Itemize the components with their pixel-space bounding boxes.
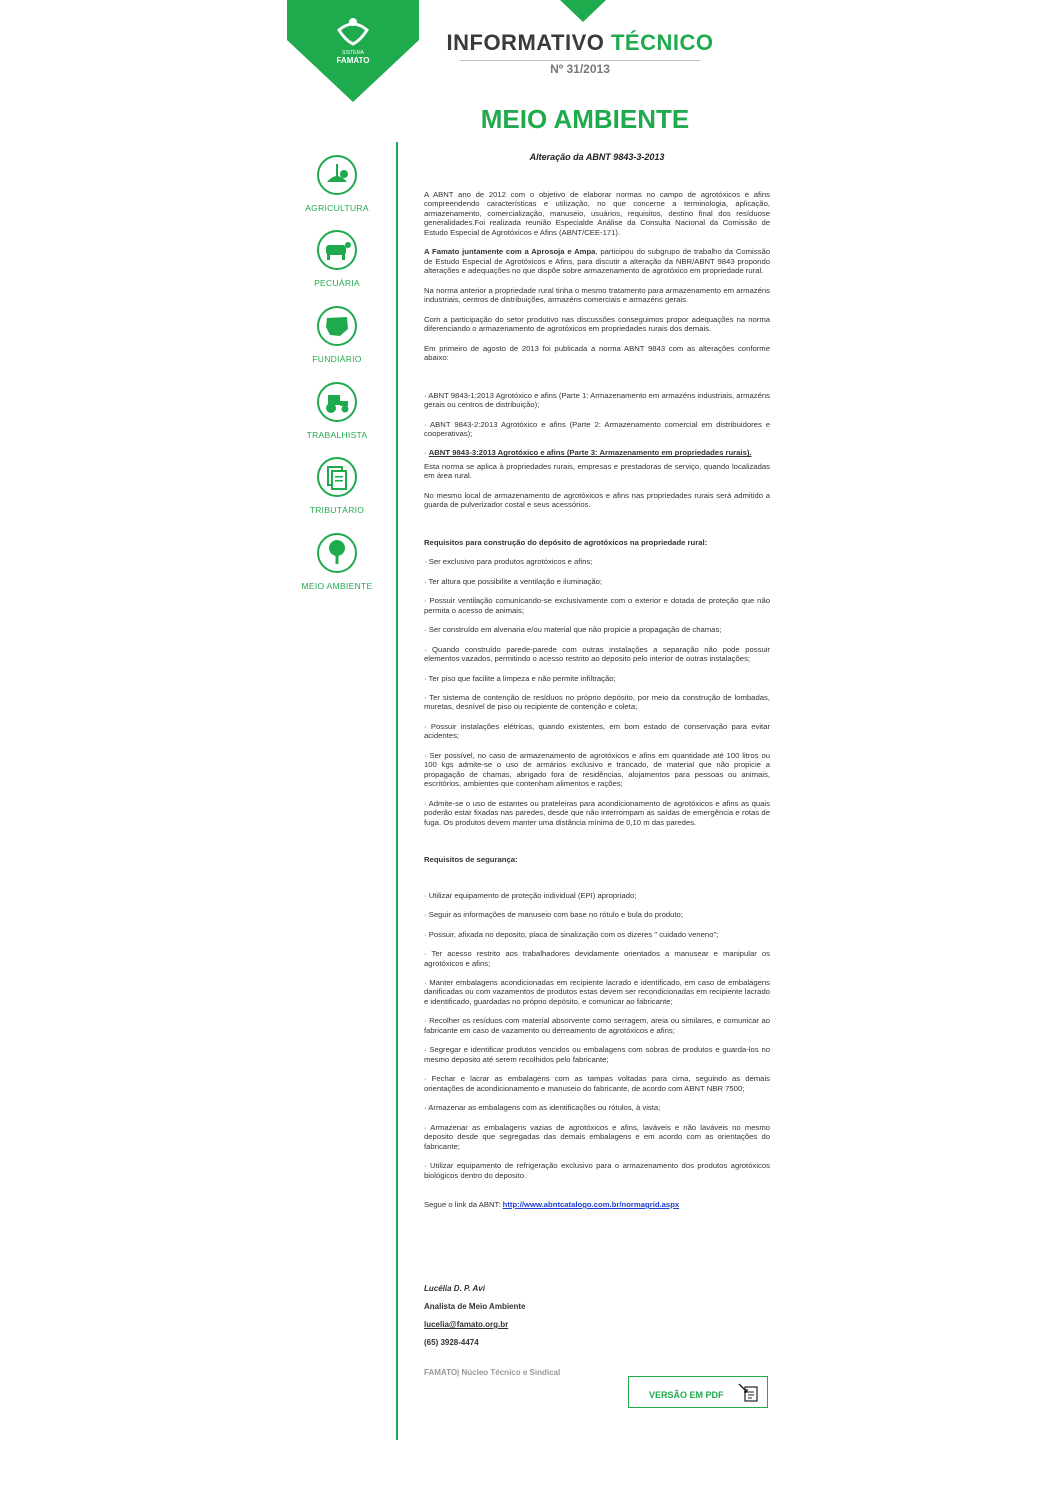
land-map-icon	[316, 305, 358, 347]
link-paragraph	[424, 1200, 770, 1209]
sidebar-item-fundiario[interactable]	[292, 305, 382, 364]
brand-part2: TÉCNICO	[610, 30, 714, 55]
footer-text: FAMATO| Núcleo Técnico e Sindical	[424, 1368, 561, 1377]
sidebar-label: AGRICULTURA	[305, 203, 369, 213]
sidebar-item-meio-ambiente[interactable]	[292, 532, 382, 591]
sidebar-label: MEIO AMBIENTE	[301, 581, 373, 591]
list-item: · Ser construído em alvenaria e/ou material que não propicie a propagação de chamas;	[424, 625, 722, 635]
list-item: · Segregar e identificar produtos vencidos ou embalagens com sobras de produtos e guarda-los no mesmo deposito até serem recolhidos pelo fabricante;	[424, 1045, 770, 1064]
agriculture-icon	[316, 154, 358, 196]
list-item: · Ser possível, no caso de armazenamento de agrotóxicos e afins em quantidade até 100 litros ou 100 kgs admite-se o uso de armários exclusivo e trancado, de material que não propicie a propagação de chamas, abrigado fora de residências, alojamentos para pessoas ou animais, escritórios, ambientes que contenham alimentos e rações;	[424, 750, 770, 789]
famato-logo	[287, 0, 419, 102]
link-prefix: Segue o link da ABNT:	[424, 1200, 503, 1209]
norm-item: · ABNT 9843-2:2013 Agrotóxico e afins (Parte 2: Armazenamento comercial em distribuidores e cooperativas);	[424, 419, 770, 438]
norm-item	[424, 448, 770, 457]
norm-bullet: ·	[424, 448, 429, 458]
sidebar-label: FUNDIÁRIO	[312, 354, 362, 364]
paragraph: Esta norma se aplica à propriedades rurais, empresas e prestadoras de serviço, quando localizadas em área rural.	[424, 461, 770, 481]
paragraph: Em primeiro de agosto de 2013 foi publicada a norma ABNT 9843 com as alterações conforme abaixo:	[424, 343, 770, 363]
list-item: · Manter embalagens acondicionadas em recipiente lacrado e identificado, em caso de embalagens danificadas ou com vazamentos de produtos estas devem ser recondicionadas em recipiente lacrado e identificado, guardadas no próprio depósito, e comunicar ao fabricante;	[424, 977, 770, 1006]
cattle-icon	[316, 229, 358, 271]
list-item: · Seguir as informações de manuseio com base no rótulo e bula do produto;	[424, 910, 683, 920]
author-phone: (65) 3928-4474	[424, 1338, 479, 1347]
tractor-icon	[316, 381, 358, 423]
list-item: · Utilizar equipamento de refrigeração exclusivo para o armazenamento dos produtos agrotóxicos biológicos dentro do deposito.	[424, 1161, 770, 1180]
pdf-button-label: VERSÃO EM PDF	[649, 1390, 724, 1400]
list-item: · Ter acesso restrito aos trabalhadores devidamente orientados a manusear e manipular os agrotóxicos e afins;	[424, 949, 770, 968]
paragraph: Com a participação do setor produtivo nas discussões conseguimos propor adequações na norma diferenciando o armazenamento de agrotóxicos em propriedades rurais dos demais.	[424, 314, 770, 334]
documents-icon	[316, 456, 358, 498]
author-role: Analista de Meio Ambiente	[424, 1302, 526, 1311]
paragraph: Na norma anterior a propriedade rural tinha o mesmo tratamento para armazenamento em armazéns industriais, centros de distribuições, armazéns comerciais e armazéns gerais.	[424, 285, 770, 305]
decor-triangle	[560, 0, 606, 22]
list-item: · Ter piso que facilite a limpeza e não permite infiltração;	[424, 673, 616, 683]
paragraph	[424, 247, 770, 275]
sidebar-item-pecuaria[interactable]	[292, 229, 382, 288]
author-name: Lucélia D. P. Avi	[424, 1284, 485, 1293]
sidebar-item-tributario[interactable]	[292, 456, 382, 515]
page-title	[440, 30, 720, 56]
norm-item-highlight: ABNT 9843-3:2013 Agrotóxico e afins (Parte 3: Armazenamento em propriedades rurais).	[428, 448, 752, 458]
sidebar-label: TRIBUTÁRIO	[309, 505, 365, 515]
sidebar-label: PECUÁRIA	[314, 278, 360, 288]
brand-part1: INFORMATIVO	[446, 30, 605, 55]
pdf-version-button[interactable]	[628, 1376, 768, 1408]
section-heading: Requisitos para construção do depósito de agrotóxicos na propriedade rural:	[424, 537, 708, 547]
list-item: · Quando construído parede-parede com outras instalações a separação não pode possuir elementos vazados, permitindo o acesso restrito ao deposito pelo interior de outras instalações;	[424, 644, 770, 664]
issue-number: Nº 31/2013	[550, 62, 610, 76]
norm-item: · ABNT 9843-1:2013 Agrotóxico e afins (Parte 1: Armazenamento em armazéns industriais, armazéns gerais ou centros de distribuição);	[424, 390, 770, 410]
author-email-link[interactable]: lucelia@famato.org.br	[424, 1320, 509, 1329]
list-item: · Possuir ventilação comunicando-se exclusivamente com o exterior e dotada de proteção que não permita o acesso de animais;	[424, 596, 770, 615]
list-item: · Ter sistema de contenção de resíduos no próprio depósito, por meio da construção de lombadas, muretas, desnível de piso ou recipiente de contenção e coleta;	[424, 693, 770, 712]
list-item: · Ter altura que possibilite a ventilação e iluminação;	[424, 576, 603, 586]
logo-text: FAMATO	[336, 56, 370, 65]
article-subtitle: Alteração da ABNT 9843-3-2013	[529, 152, 665, 162]
sidebar-item-trabalhista[interactable]	[292, 381, 382, 440]
list-item: · Possuir, afixada no deposito, placa de sinalização com os dizeres " cuidado veneno";	[424, 929, 719, 939]
paragraph-text: , participou do subgrupo de trabalho da Comissão de Estudo Especial de Agrotóxicos e Afins, para discutir a alteração da NBR/ABNT 9843 propondo alterações e adequações no que dispõe sobre armazenamento de agrotóxico em propriedade rural.	[424, 247, 770, 276]
list-item: · Possuir instalações elétricas, quando existentes, em bom estado de conservação para evitar acidentes;	[424, 721, 770, 741]
list-item: · Fechar e lacrar as embalagens com as tampas voltadas para cima, seguindo as demais orientações de acondicionamento e manuseio do fabricante, de acordo com ABNT NBR 7500;	[424, 1074, 770, 1093]
article-body	[424, 190, 770, 1219]
list-item: · Recolher os resíduos com material absorvente como serragem, areia ou similares, e comunicar ao fabricante em caso de vazamento ou derreamento de agrotóxicos e afins;	[424, 1016, 770, 1035]
section-title: MEIO AMBIENTE	[480, 104, 690, 134]
paragraph: No mesmo local de armazenamento de agrotóxicos e afins nas propriedades rurais será admitido a guarda de pulverizador costal e seus acessórios.	[424, 490, 770, 510]
sidebar-label: TRABALHISTA	[306, 430, 368, 440]
list-item: · Ser exclusivo para produtos agrotóxicos e afins;	[424, 557, 593, 567]
abnt-link[interactable]: http://www.abntcatalogo.com.br/normagrid.aspx	[502, 1200, 680, 1209]
logo-small-text: SISTEMA	[342, 50, 364, 56]
list-item: · Admite-se o uso de estantes ou prateleiras para acondicionamento de agrotóxicos e afins as quais poderão estar fixadas nas paredes, desde que não interrompam as saídas de emergência e rotas de fuga. Os produtos devem manter uma distância mínima de 0,10 m das paredes.	[424, 798, 770, 827]
title-divider	[460, 60, 700, 61]
list-item: · Armazenar as embalagens com as identificações ou rótulos, à vista;	[424, 1103, 661, 1113]
paragraph: A ABNT ano de 2012 com o objetivo de elaborar normas no campo de agrotóxicos e afins compreendendo características e utilização, no que concerne a terminologia, aplicação, armazenamento, comercialização, manuseio, usuários, requisitos, destino final dos resíduose generalidades.Foi realizada reunião Especialde Análise da Consulta Nacional da Comissão de Estudo Especial de Agrotóxicos e Afins (ABNT/CEE-171).	[424, 190, 770, 237]
tree-icon	[316, 532, 358, 574]
section-heading: Requisitos de segurança:	[424, 855, 518, 865]
sidebar-item-agricultura[interactable]	[292, 154, 382, 213]
list-item: · Armazenar as embalagens vazias de agrotóxicos e afins, laváveis e não laváveis no mesmo deposito desde que segregadas das demais embalagens e em acordo com as orientações do fabricante;	[424, 1122, 770, 1151]
paragraph-bold: A Famato juntamente com a Aprosoja e Ampa	[424, 247, 596, 257]
list-item: · Utilizar equipamento de proteção individual (EPI) apropriado;	[424, 890, 637, 900]
pdf-download-icon	[735, 1381, 763, 1405]
vertical-divider	[396, 142, 398, 1440]
